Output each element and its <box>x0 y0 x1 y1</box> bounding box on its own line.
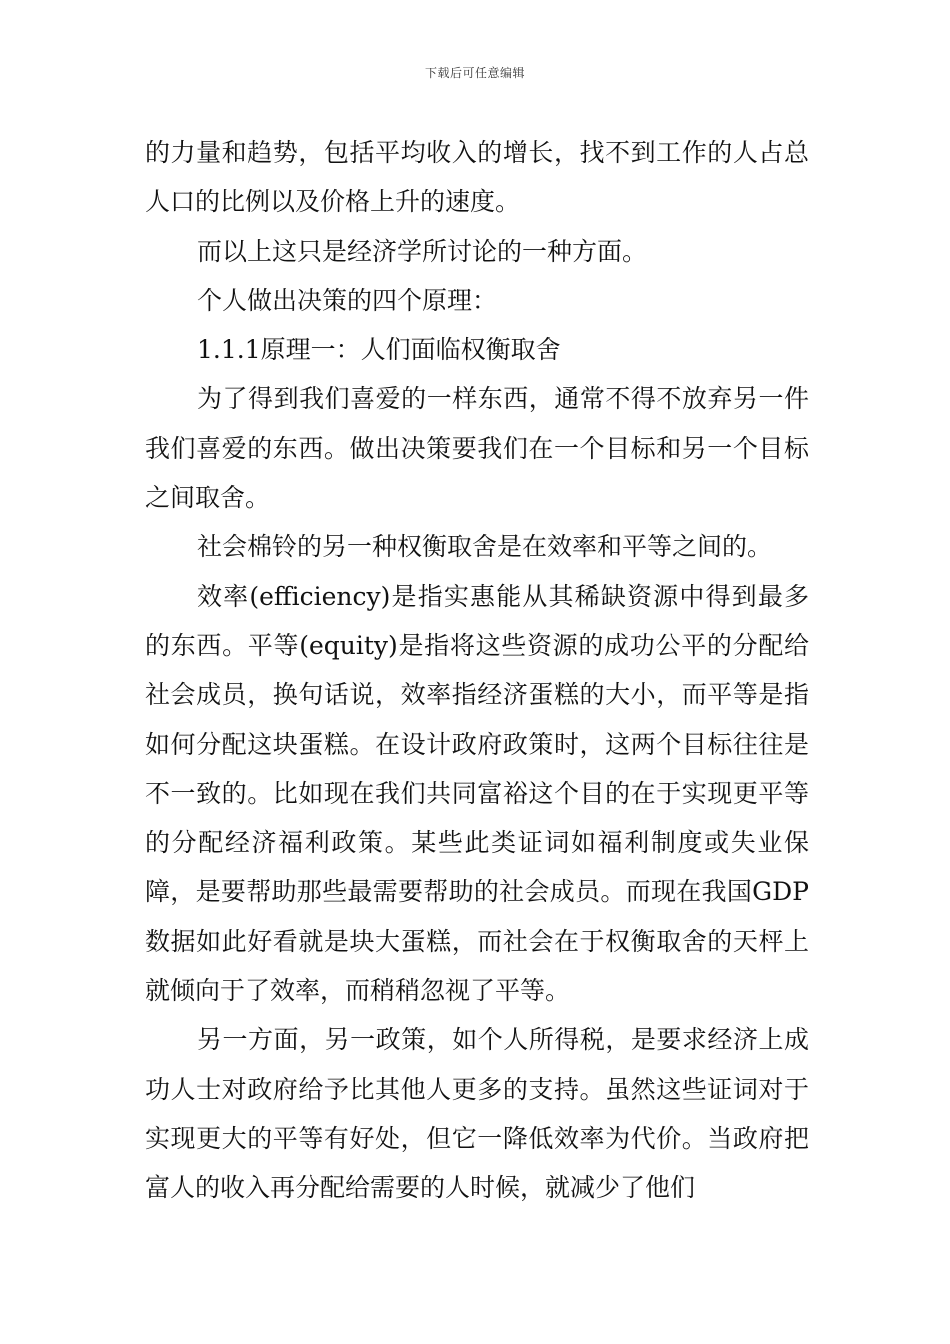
document-body <box>145 128 809 1213</box>
paragraph-5: 为了得到我们喜爱的一样东西，通常不得不放弃另一件我们喜爱的东西。做出决策要我们在一个目标和另一个目标之间取舍。 <box>145 384 809 513</box>
paragraph-2: 而以上这只是经济学所讨论的一种方面。 <box>197 236 648 266</box>
paragraph-7: 效率(efficiency)是指实惠能从其稀缺资源中得到最多的东西。平等(equity)是指将这些资源的成功公平的分配给社会成员，换句话说，效率指经济蛋糕的大小，而平等是指如何分配这块蛋糕。在设计政府政策时，这两个目标往往是不一致的。比如现在我们共同富裕这个目的在于实现更平等的分配经济福利政策。某些此类证词如福利制度或失业保障，是要帮助那些最需要帮助的社会成员。而现在我国GDP数据如此好看就是块大蛋糕，而社会在于权衡取舍的天枰上就倾向于了效率，而稍稍忽视了平等。 <box>145 581 809 1006</box>
paragraph-1: 的力量和趋势，包括平均收入的增长，找不到工作的人占总人口的比例以及价格上升的速度。 <box>145 138 809 217</box>
paragraph-6: 社会棉铃的另一种权衡取舍是在效率和平等之间的。 <box>197 532 773 562</box>
paragraph-8: 另一方面，另一政策，如个人所得税，是要求经济上成功人士对政府给予比其他人更多的支持。虽然这些证词对于实现更大的平等有好处，但它一降低效率为代价。当政府把富人的收入再分配给需要的人时候，就减少了他们 <box>145 1025 809 1203</box>
page-header: 下载后可任意编辑 <box>424 66 525 80</box>
section-heading: 1.1.1原理一：人们面临权衡取舍 <box>197 335 561 365</box>
paragraph-3: 个人做出决策的四个原理： <box>197 285 498 315</box>
